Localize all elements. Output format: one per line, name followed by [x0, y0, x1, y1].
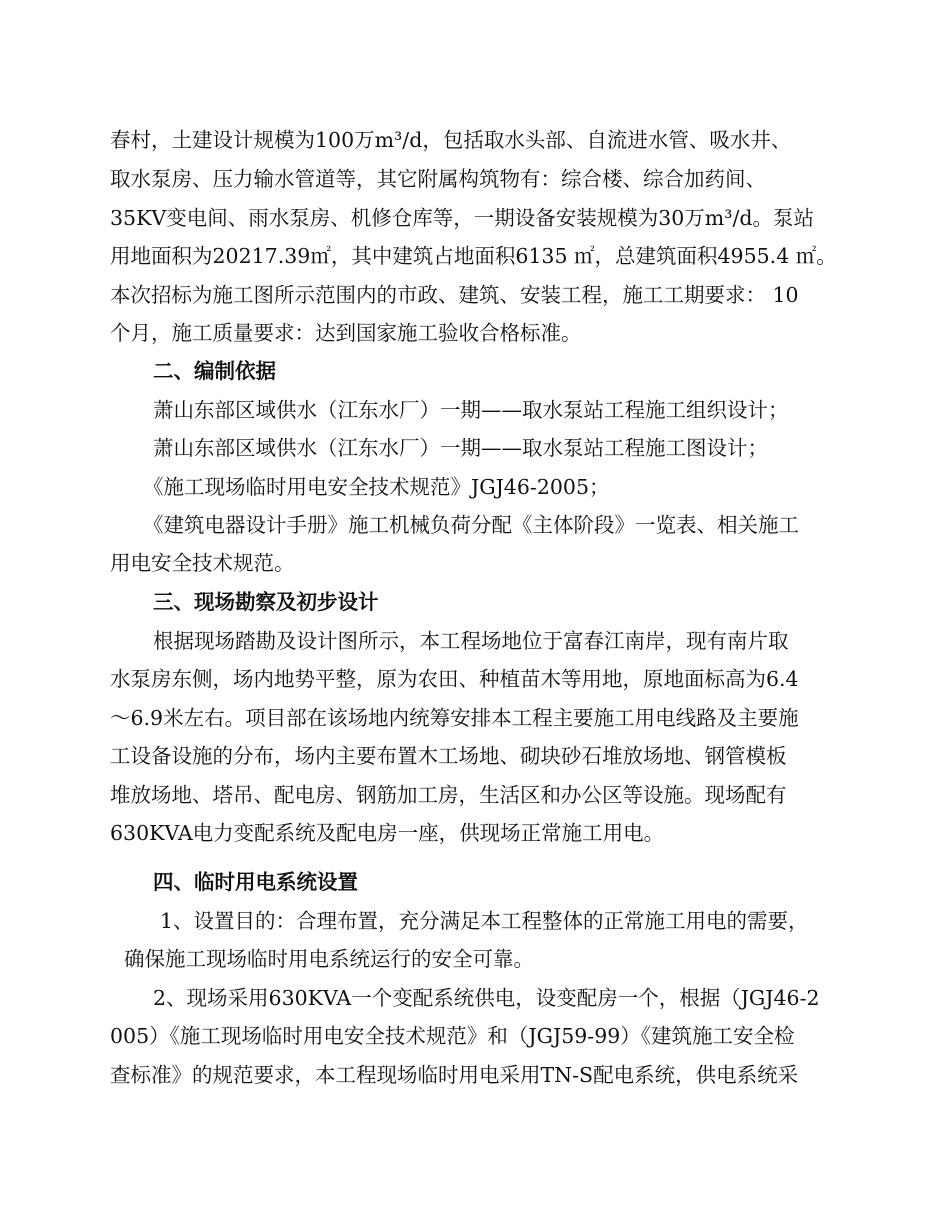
paragraph-line: 用电安全技术规范。	[110, 551, 295, 575]
paragraph-line: 个月，施工质量要求：达到国家施工验收合格标准。	[110, 321, 582, 345]
paragraph-line: 水泵房东侧，场内地势平整，原为农田、种植苗木等用地，原地面标高为6.4	[110, 667, 799, 691]
paragraph-line: 春村，土建设计规模为100万m³/d，包括取水头部、自流进水管、吸水井、	[110, 128, 792, 152]
paragraph-line: 堆放场地、塔吊、配电房、钢筋加工房，生活区和办公区等设施。现场配有	[110, 783, 787, 807]
section-heading: 二、编制依据	[153, 359, 276, 383]
paragraph-line: 2、现场采用630KVA一个变配系统供电，设变配房一个，根据（JGJ46-2	[153, 986, 820, 1010]
paragraph-line: 萧山东部区域供水（江东水厂）一期——取水泵站工程施工组织设计；	[153, 398, 789, 422]
paragraph-line: 取水泵房、压力输水管道等，其它附属构筑物有：综合楼、综合加药间、	[110, 167, 766, 191]
paragraph-line: 工设备设施的分布，场内主要布置木工场地、砌块砂石堆放场地、钢管模板	[110, 744, 787, 768]
paragraph-line: 35KV变电间、雨水泵房、机修仓库等，一期设备安装规模为30万m³/d。泵站	[110, 206, 814, 230]
paragraph-line: ～6.9米左右。项目部在该场地内统筹安排本工程主要施工用电线路及主要施	[110, 706, 799, 730]
paragraph-line: 005）《施工现场临时用电安全技术规范》和（JGJ59-99）《建筑施工安全检	[110, 1024, 795, 1048]
section-heading: 四、临时用电系统设置	[153, 870, 358, 894]
paragraph-line: 630KVA电力变配系统及配电房一座，供现场正常施工用电。	[110, 821, 665, 845]
paragraph-line: 用地面积为20217.39㎡，其中建筑占地面积6135 ㎡，总建筑面积4955.4 ㎡。	[110, 244, 837, 268]
paragraph-line: 萧山东部区域供水（江东水厂）一期——取水泵站工程施工图设计；	[153, 436, 768, 460]
paragraph-line: 确保施工现场临时用电系统运行的安全可靠。	[124, 947, 534, 971]
paragraph-line: 1、设置目的：合理布置，充分满足本工程整体的正常施工用电的需要，	[160, 909, 809, 933]
section-heading: 三、现场勘察及初步设计	[153, 590, 379, 614]
paragraph-line: 《施工现场临时用电安全技术规范》JGJ46-2005；	[143, 475, 610, 499]
paragraph-line: 本次招标为施工图所示范围内的市政、建筑、安装工程，施工工期要求： 10	[110, 283, 799, 307]
paragraph-line: 查标准》的规范要求，本工程现场临时用电采用TN-S配电系统，供电系统采	[110, 1063, 799, 1087]
paragraph-line: 《建筑电器设计手册》施工机械负荷分配《主体阶段》一览表、相关施工	[143, 513, 799, 537]
paragraph-line: 根据现场踏勘及设计图所示，本工程场地位于富春江南岸，现有南片取	[153, 629, 789, 653]
